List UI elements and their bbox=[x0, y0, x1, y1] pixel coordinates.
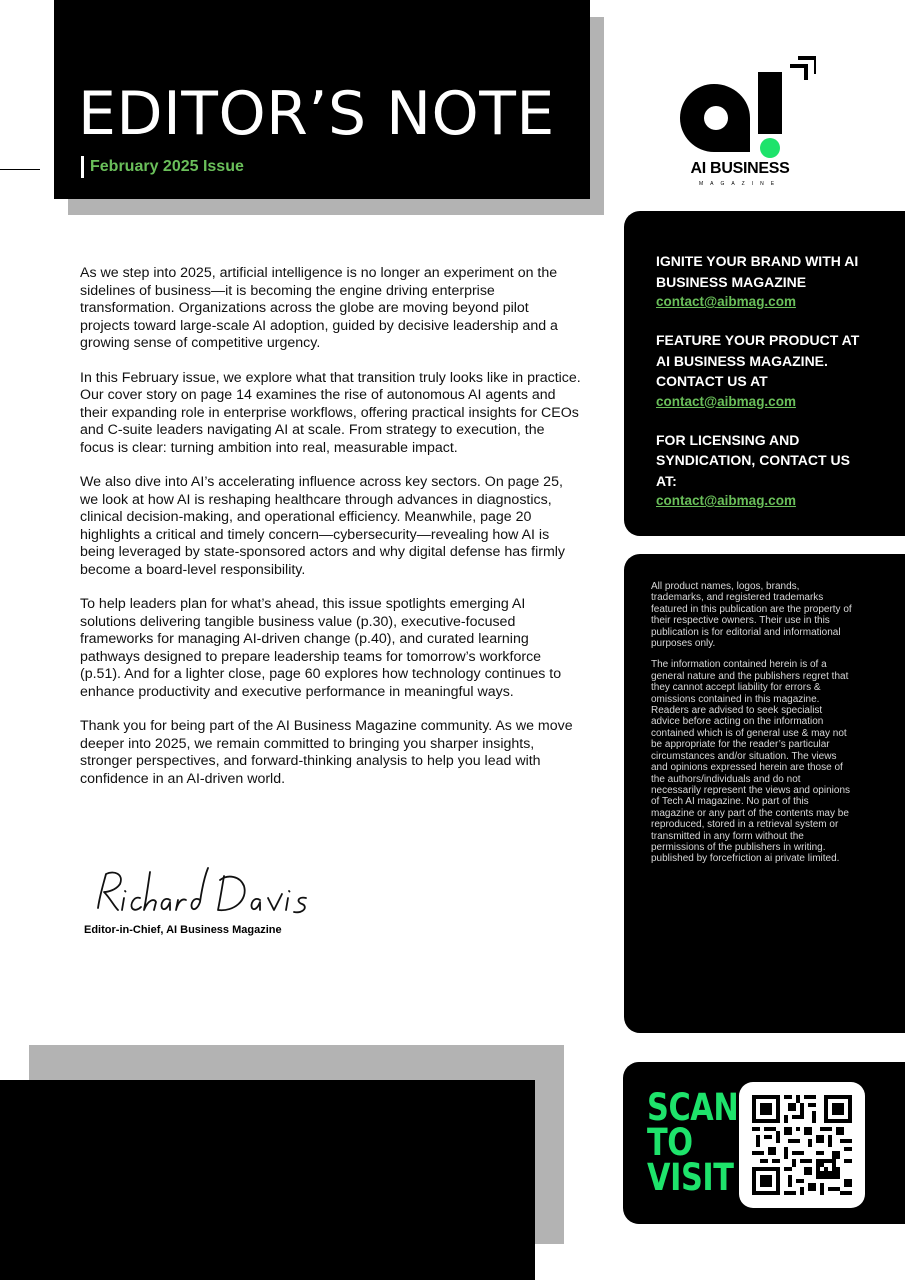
editor-note-body bbox=[80, 265, 582, 805]
disclaimer-card bbox=[624, 554, 905, 1033]
disclaimer-paragraph: The information contained herein is of a general nature and the publishers regret that they cannot accept liability for errors & omissions contained in this magazine. Readers are advised to seek specialist advice before acting on the information contained which is of general use & may not be appropriate for the reader’s particular circumstances and/or situation. The views and opinions expressed herein are those of the authors/individuals and do not necessarily represent the views and opinions of Tech AI magazine. No part of this magazine or any part of the contents may be reproduced, stored in a retrieval system or transmitted in any form without the permissions of the publishers in writing. published by forcefriction ai private limited. bbox=[651, 659, 850, 865]
article-paragraph: We also dive into AI’s accelerating influence across key sectors. On page 25, we look at how AI is reshaping healthcare through advances in diagnostics, clinical decision-making, and operational efficiency. Meanwhile, page 20 highlights a critical and timely concern—cybersecurity—revealing how AI is being leveraged by state-sponsored actors and why digital defense has firmly become a board-level responsibility. bbox=[80, 474, 566, 578]
bottom-block bbox=[0, 1080, 535, 1280]
article-paragraph: As we step into 2025, artificial intelligence is no longer an experiment on the sidelines of business—it is becoming the engine driving enterprise transformation. Organizations across the globe are moving beyond pilot projects toward large-scale AI adoption, guided by decisive leadership and a growing sense of competitive urgency. bbox=[80, 265, 558, 351]
scan-line: SCAN bbox=[647, 1086, 739, 1129]
signature-image bbox=[84, 858, 314, 928]
brand-logo bbox=[676, 52, 811, 192]
ai-logo-icon bbox=[676, 52, 816, 162]
scan-label bbox=[647, 1086, 739, 1199]
logo-name: AI BUSINESS bbox=[690, 160, 790, 177]
contact-email-link[interactable]: contact@aibmag.com bbox=[656, 393, 796, 409]
article-paragraph: To help leaders plan for what’s ahead, this issue spotlights emerging AI solutions delivering tangible business value (p.30), executive-focused frameworks for managing AI-driven change (p.40), and curated learning pathways designed to prepare leadership teams for tomorrow’s workforce (p.51). And for a lighter close, page 60 explores how technology continues to enhance productivity and executive performance in meaningful ways. bbox=[80, 596, 562, 700]
scan-line: TO bbox=[647, 1121, 693, 1164]
scan-to-visit-card[interactable] bbox=[623, 1062, 905, 1224]
logo-tagline: MAGAZINE bbox=[698, 181, 782, 187]
disclaimer-paragraph: All product names, logos, brands, trademarks, and registered trademarks featured in this publication are the property of their respective owners. Their use in this publication is for editorial and informational purposes only. bbox=[651, 581, 852, 650]
article-paragraph: Thank you for being part of the AI Business Magazine community. As we move deeper into 2025, we remain committed to bringing you sharper insights, stronger perspectives, and forward-thinking analysis to help you lead with confidence in an AI-driven world. bbox=[80, 718, 573, 787]
contact-heading: FEATURE YOUR PRODUCT AT AI BUSINESS MAGAZINE. CONTACT US AT bbox=[656, 332, 860, 389]
contact-card bbox=[624, 211, 905, 536]
page-title: EDITOR’S NOTE bbox=[78, 79, 555, 149]
issue-label: February 2025 Issue bbox=[81, 156, 244, 178]
qr-code[interactable] bbox=[739, 1082, 865, 1208]
contact-email-link[interactable]: contact@aibmag.com bbox=[656, 294, 796, 309]
divider-line bbox=[0, 169, 40, 170]
contact-heading: FOR LICENSING AND SYNDICATION, CONTACT US AT: bbox=[656, 431, 850, 489]
article-paragraph: In this February issue, we explore what that transition truly looks like in practice. Our cover story on page 14 examines the rise of autonomous AI agents and their expanding role in enterprise workflows, offering practical insights for CEOs and C-suite leaders navigating AI at scale. From strategy to execution, the focus is clear: turning ambition into real, measurable impact. bbox=[80, 369, 581, 456]
contact-email-link[interactable]: contact@aibmag.com bbox=[656, 493, 796, 508]
scan-line: VISIT bbox=[647, 1156, 734, 1199]
qr-code-icon bbox=[752, 1095, 852, 1195]
contact-heading: IGNITE YOUR BRAND WITH AI BUSINESS MAGAZINE bbox=[656, 253, 859, 290]
signature-title: Editor-in-Chief, AI Business Magazine bbox=[84, 924, 282, 936]
